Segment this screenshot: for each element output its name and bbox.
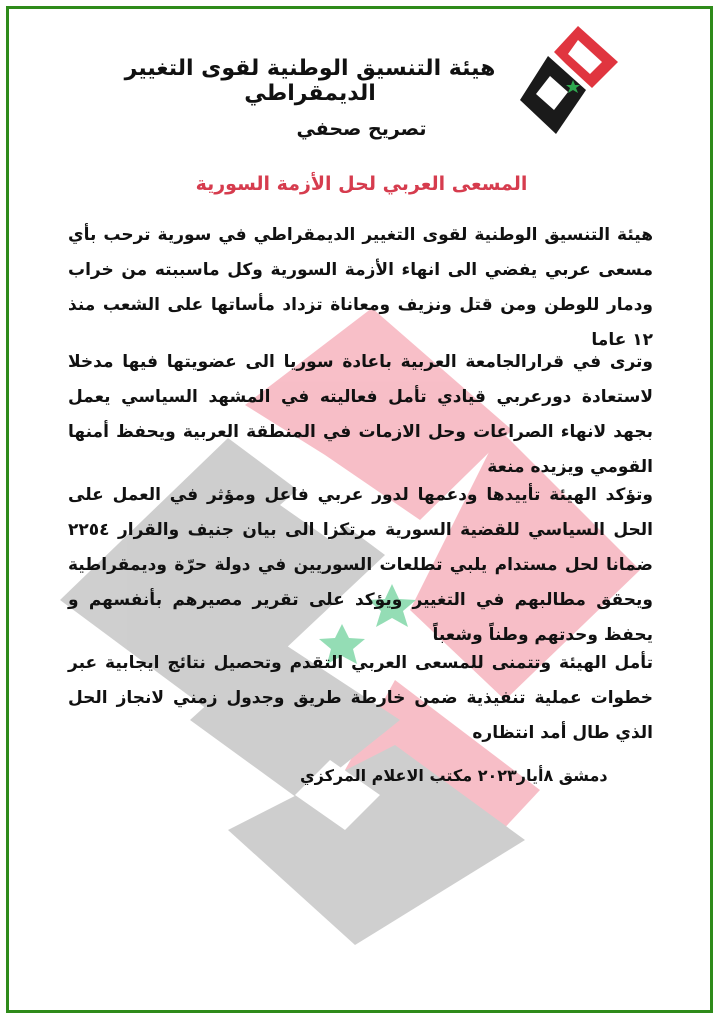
statement-headline: المسعى العربي لحل الأزمة السورية xyxy=(195,173,528,195)
organization-name: هيئة التنسيق الوطنية لقوى التغيير الديمقراطي xyxy=(124,56,496,106)
paragraph-hope: تأمل الهيئة وتتمنى للمسعى العربي التقدم وتحصيل نتائج ايجابية عبر خطوات عملية تنفيذية ضمن خارطة طريق وجدول زمني لانجاز الحل الذي طال أمد انتظاره xyxy=(68,653,653,743)
paragraph-support: وتؤكد الهيئة تأييدها ودعمها لدور عربي فاعل ومؤثر في العمل على الحل السياسي للقضية السورية مرتكزا الى بيان جنيف والقرار ٢٢٥٤ ضمانا لحل مستدام يلبي تطلعات السوريين في دولة حرّة وديمقراطية ويحقق مطالبهم في التغيير ويؤكد على تقرير مصيرهم بأنفسهم و يحفظ وحدتهم وطناً وشعباً xyxy=(68,485,653,645)
date-and-signature: دمشق ٨أيار٢٠٢٣ مكتب الاعلام المركزي xyxy=(300,766,608,785)
paragraph-welcome: هيئة التنسيق الوطنية لقوى التغيير الديمقراطي في سورية ترحب بأي مسعى عربي يفضي الى انهاء الأزمة السورية وكل ماسببته من خراب ودمار للوطن ومن قتل ونزيف ومعاناة تزداد مأساتها على الشعب منذ ١٢ عاما xyxy=(68,225,653,350)
document-type: تصريح صحفي xyxy=(296,118,427,140)
paragraph-arab-league: وترى في قرارالجامعة العربية باعادة سوريا الى عضويتها فيها مدخلا لاستعادة دورعربي قيادي تأمل فعاليته في المشهد السياسي يعمل بجهد لانهاء الصراعات وحل الازمات في المنطقة العربية ويحفظ أمنها القومي ويزيده منعة xyxy=(68,352,653,477)
